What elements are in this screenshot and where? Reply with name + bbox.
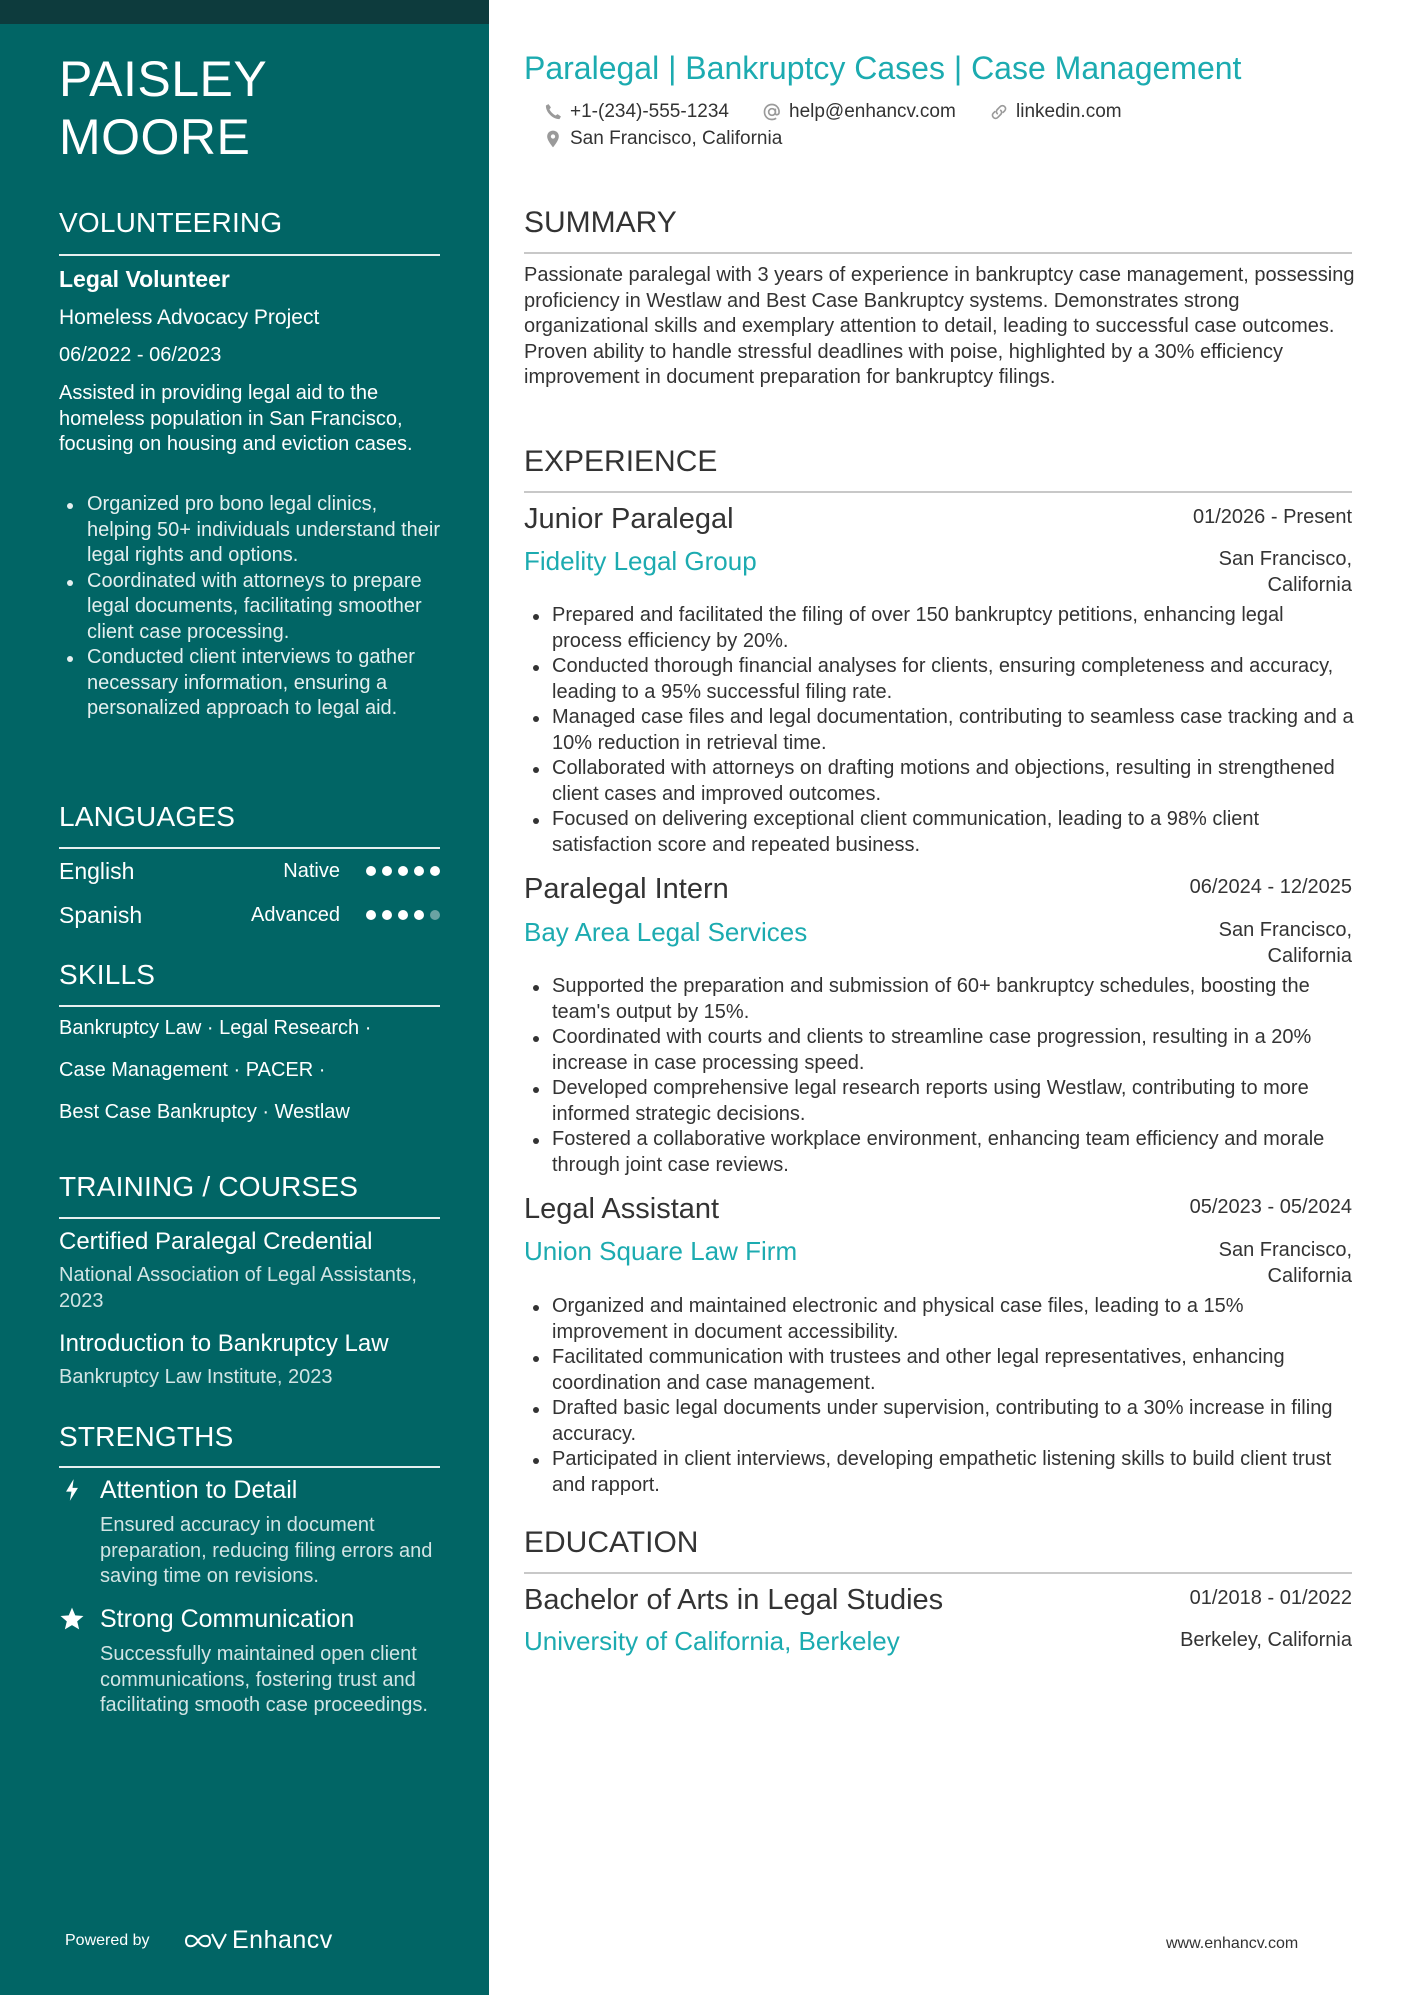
volunteer-description: Assisted in providing legal aid to the homeless population in San Francisco, focusing on housing and eviction cases. [59, 382, 413, 455]
list-item: Managed case files and legal documentation, contributing to seamless case tracking and a 10% reduction in retrieval time. [524, 705, 1359, 756]
skills-heading: SKILLS [59, 959, 156, 990]
powered-by-label: Powered by [65, 1932, 150, 1949]
course-title: Certified Paralegal Credential [59, 1228, 373, 1255]
first-name: PAISLEY [59, 51, 268, 107]
sidebar [0, 0, 489, 1995]
volunteering-heading: VOLUNTEERING [59, 207, 283, 238]
volunteer-org: Homeless Advocacy Project [59, 306, 320, 329]
skills-line: Case Management · PACER · [59, 1059, 326, 1081]
job-company[interactable]: Bay Area Legal Services [524, 917, 808, 947]
star-icon [59, 1606, 85, 1632]
last-name: MOORE [59, 109, 251, 165]
language-row [59, 900, 444, 930]
strengths-heading: STRENGTHS [59, 1421, 234, 1452]
job-location: San Francisco, California [1218, 919, 1352, 967]
lightning-bolt-icon [59, 1477, 85, 1503]
job-location: San Francisco, California [1218, 1239, 1352, 1287]
rating-dot-empty [430, 910, 440, 920]
phone-text[interactable]: +1-(234)-555-1234 [570, 101, 729, 122]
summary-divider [524, 252, 1352, 254]
enhancv-brand: Enhancv [232, 1926, 333, 1954]
rating-dot-filled [366, 866, 376, 876]
education-heading: EDUCATION [524, 1526, 699, 1559]
skills-line: Best Case Bankruptcy · Westlaw [59, 1101, 350, 1123]
job-title: Legal Assistant [524, 1193, 720, 1225]
rating-dot-filled [366, 910, 376, 920]
location-text: San Francisco, California [570, 128, 783, 149]
experience-divider [524, 491, 1352, 493]
list-item: Facilitated communication with trustees and other legal representatives, enhancing coordination and case management. [524, 1345, 1359, 1396]
school-name[interactable]: University of California, Berkeley [524, 1626, 900, 1656]
strength-title: Attention to Detail [100, 1476, 298, 1504]
enhancv-logo-icon [184, 1930, 228, 1952]
language-row [59, 856, 444, 886]
list-item: Focused on delivering exceptional client communication, leading to a 98% client satisfaction score and repeated business. [524, 807, 1359, 858]
language-rating [366, 866, 440, 876]
strength-description: Successfully maintained open client communications, fostering trust and facilitating smooth case proceedings. [100, 1643, 428, 1716]
strength-title: Strong Communication [100, 1605, 355, 1633]
language-level: Native [283, 860, 340, 882]
course-provider: Bankruptcy Law Institute, 2023 [59, 1366, 333, 1388]
rating-dot-filled [382, 866, 392, 876]
job-title: Paralegal Intern [524, 873, 729, 905]
link-text[interactable]: linkedin.com [1016, 101, 1122, 122]
strengths-divider [59, 1466, 440, 1468]
rating-dot-filled [382, 910, 392, 920]
job-company[interactable]: Fidelity Legal Group [524, 546, 757, 576]
list-item: Collaborated with attorneys on drafting motions and objections, resulting in strengthened client cases and improved outcomes. [524, 756, 1359, 807]
email-text[interactable]: help@enhancv.com [789, 101, 956, 122]
job-dates: 06/2024 - 12/2025 [1189, 876, 1352, 898]
phone-icon [543, 102, 563, 122]
rating-dot-filled [414, 866, 424, 876]
job-bullets [524, 974, 1359, 1178]
summary-heading: SUMMARY [524, 206, 677, 239]
experience-heading: EXPERIENCE [524, 445, 718, 478]
list-item: Fostered a collaborative workplace environment, enhancing team efficiency and morale through joint case reviews. [524, 1127, 1359, 1178]
language-name: Spanish [59, 902, 143, 928]
list-item: Supported the preparation and submission of 60+ bankruptcy schedules, boosting the team's output by 15%. [524, 974, 1359, 1025]
course-provider: National Association of Legal Assistants, 2023 [59, 1264, 417, 1312]
language-rating [366, 910, 440, 920]
main-content [489, 0, 1410, 1995]
link-icon [989, 102, 1009, 122]
sidebar-top-bar [0, 0, 489, 24]
languages-divider [59, 847, 440, 849]
list-item: Organized and maintained electronic and physical case files, leading to a 15% improvement in document accessibility. [524, 1294, 1359, 1345]
volunteer-dates: 06/2022 - 06/2023 [59, 344, 222, 366]
footer-url[interactable]: www.enhancv.com [1166, 1935, 1299, 1952]
skills-line: Bankruptcy Law · Legal Research · [59, 1017, 372, 1039]
job-dates: 05/2023 - 05/2024 [1189, 1196, 1352, 1218]
job-company[interactable]: Union Square Law Firm [524, 1236, 798, 1266]
job-location: San Francisco, California [1218, 548, 1352, 596]
rating-dot-filled [414, 910, 424, 920]
skills-divider [59, 1005, 440, 1007]
email-at-icon [762, 102, 782, 122]
summary-text: Passionate paralegal with 3 years of experience in bankruptcy case management, possessing proficiency in Westlaw and Best Case Bankruptcy systems. Demonstrates strong organizational skills and exemplary attention to detail, leading to successful case outcomes. Proven ability to handle stressful deadlines with poise, highlighted by a 30% efficiency improvement in document preparation for bankruptcy filings. [524, 264, 1355, 388]
volunteer-bullets [59, 492, 444, 722]
list-item: Prepared and facilitated the filing of over 150 bankruptcy petitions, enhancing legal process efficiency by 20%. [524, 603, 1359, 654]
course-title: Introduction to Bankruptcy Law [59, 1330, 389, 1357]
volunteering-divider [59, 254, 440, 256]
list-item: Coordinated with attorneys to prepare legal documents, facilitating smoother client case processing. [59, 569, 444, 646]
strength-description: Ensured accuracy in document preparation, reducing filing errors and saving time on revisions. [100, 1514, 433, 1587]
job-dates: 01/2026 - Present [1193, 506, 1352, 528]
rating-dot-filled [430, 866, 440, 876]
list-item: Participated in client interviews, developing empathetic listening skills to build client trust and rapport. [524, 1447, 1359, 1498]
list-item: Organized pro bono legal clinics, helping 50+ individuals understand their legal rights and options. [59, 492, 444, 569]
rating-dot-filled [398, 866, 408, 876]
education-dates: 01/2018 - 01/2022 [1189, 1587, 1352, 1609]
job-bullets [524, 1294, 1359, 1498]
volunteer-role: Legal Volunteer [59, 266, 230, 292]
list-item: Developed comprehensive legal research reports using Westlaw, contributing to more informed strategic decisions. [524, 1076, 1359, 1127]
language-level: Advanced [251, 904, 340, 926]
headline: Paralegal | Bankruptcy Cases | Case Management [524, 50, 1242, 86]
education-divider [524, 1572, 1352, 1574]
rating-dot-filled [398, 910, 408, 920]
list-item: Drafted basic legal documents under supervision, contributing to a 30% increase in filing accuracy. [524, 1396, 1359, 1447]
training-heading: TRAINING / COURSES [59, 1171, 359, 1202]
languages-heading: LANGUAGES [59, 801, 236, 832]
degree-title: Bachelor of Arts in Legal Studies [524, 1584, 944, 1616]
training-divider [59, 1217, 440, 1219]
job-title: Junior Paralegal [524, 503, 734, 535]
list-item: Conducted client interviews to gather necessary information, ensuring a personalized approach to legal aid. [59, 645, 444, 722]
candidate-name [59, 50, 459, 166]
list-item: Coordinated with courts and clients to streamline case progression, resulting in a 20% increase in case processing speed. [524, 1025, 1359, 1076]
list-item: Conducted thorough financial analyses for clients, ensuring completeness and accuracy, leading to a 95% successful filing rate. [524, 654, 1359, 705]
job-bullets [524, 603, 1359, 858]
location-pin-icon [543, 129, 563, 149]
language-name: English [59, 858, 135, 884]
education-location: Berkeley, California [1180, 1629, 1352, 1651]
